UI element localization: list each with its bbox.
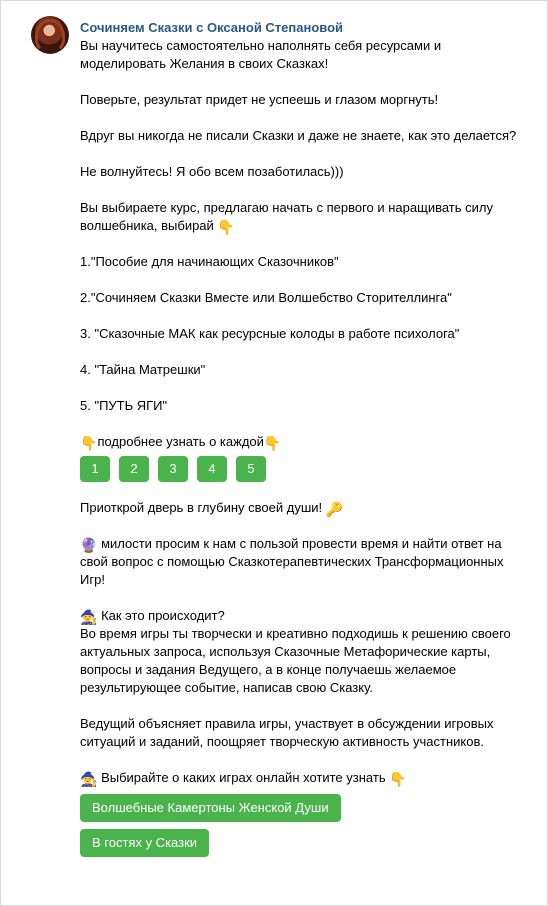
game-button-row-2 xyxy=(80,829,530,857)
course-item-5: 5. "ПУТЬ ЯГИ" xyxy=(80,398,168,413)
how-title: Как это происходит? xyxy=(101,608,225,623)
welcome-text: милости просим к нам с пользой провести время и найти ответ на свой вопрос с помощью Сказкотерапевтических Трансформационных Игр! xyxy=(80,536,504,587)
post-author-link[interactable]: Сочиняем Сказки с Оксаной Степановой xyxy=(80,20,344,35)
course-button-3[interactable]: 3 xyxy=(158,456,188,482)
how-title-paragraph xyxy=(80,607,530,625)
pointing-down-hand-icon: 👇 xyxy=(80,436,98,452)
pointing-down-hand-icon: 👇 xyxy=(263,436,282,452)
door-paragraph xyxy=(80,499,530,517)
mage-icon: 🧙 xyxy=(80,610,98,626)
avatar[interactable] xyxy=(31,16,69,54)
more-each-text: подробнее узнать о каждой xyxy=(97,434,264,449)
how-text: Во время игры ты творчески и креативно подходишь к решению своего актуальных запроса, используя Сказочные Метафорические карты, вопросы и задания Ведущего, а в конце получаешь желаемое результирующее событие, написав свою Сказку. xyxy=(80,626,511,695)
course-item-2: 2."Сочиняем Сказки Вместе или Волшебство Сторителлинга" xyxy=(80,290,452,305)
course-button-1[interactable]: 1 xyxy=(80,456,110,482)
choose-course-text: Вы выбираете курс, предлагаю начать с первого и наращивать силу волшебника, выбирай xyxy=(80,200,493,233)
course-button-5[interactable]: 5 xyxy=(236,456,266,482)
choose-games-paragraph xyxy=(80,769,530,787)
course-item-4: 4. "Тайна Матрешки" xyxy=(80,362,206,377)
dontworry-text: Не волнуйтесь! Я обо всем позаботилась))) xyxy=(80,164,344,179)
game-button-camertons[interactable]: Волшебные Камертоны Женской Души xyxy=(80,794,341,822)
mage-icon: 🧙 xyxy=(80,772,98,788)
game-button-fairy-visit[interactable]: В гостях у Сказки xyxy=(80,829,209,857)
more-each-paragraph xyxy=(80,433,530,451)
suddenly-text: Вдруг вы никогда не писали Сказки и даже не знаете, как это делается? xyxy=(80,128,517,143)
believe-text: Поверьте, результат придет не успеешь и глазом моргнуть! xyxy=(80,92,439,107)
key-icon: 🔑 xyxy=(325,502,344,518)
welcome-paragraph xyxy=(80,535,530,589)
course-item-3: 3. "Сказочные МАК как ресурсные колоды в работе психолога" xyxy=(80,326,460,341)
pointing-down-hand-icon: 👇 xyxy=(217,220,235,236)
pointing-down-hand-icon: 👇 xyxy=(389,772,407,788)
post-text xyxy=(80,37,530,857)
course-button-2[interactable]: 2 xyxy=(119,456,149,482)
choose-games-text: Выбирайте о каких играх онлайн хотите узнать xyxy=(101,770,386,785)
crystal-ball-icon: 🔮 xyxy=(80,538,98,554)
leader-text: Ведущий объясняет правила игры, участвует в обсуждении игровых ситуаций и заданий, поощряет творческую активность участников. xyxy=(80,716,494,749)
course-button-4[interactable]: 4 xyxy=(197,456,227,482)
course-item-1: 1."Пособие для начинающих Сказочников" xyxy=(80,254,339,269)
game-button-row-1 xyxy=(80,794,530,822)
intro-text: Вы научитесь самостоятельно наполнять себя ресурсами и моделировать Желания в своих Сказках! xyxy=(80,38,442,71)
door-text: Приоткрой дверь в глубину своей души! xyxy=(80,500,323,515)
course-buttons xyxy=(80,456,530,482)
choose-course-paragraph xyxy=(80,199,530,235)
